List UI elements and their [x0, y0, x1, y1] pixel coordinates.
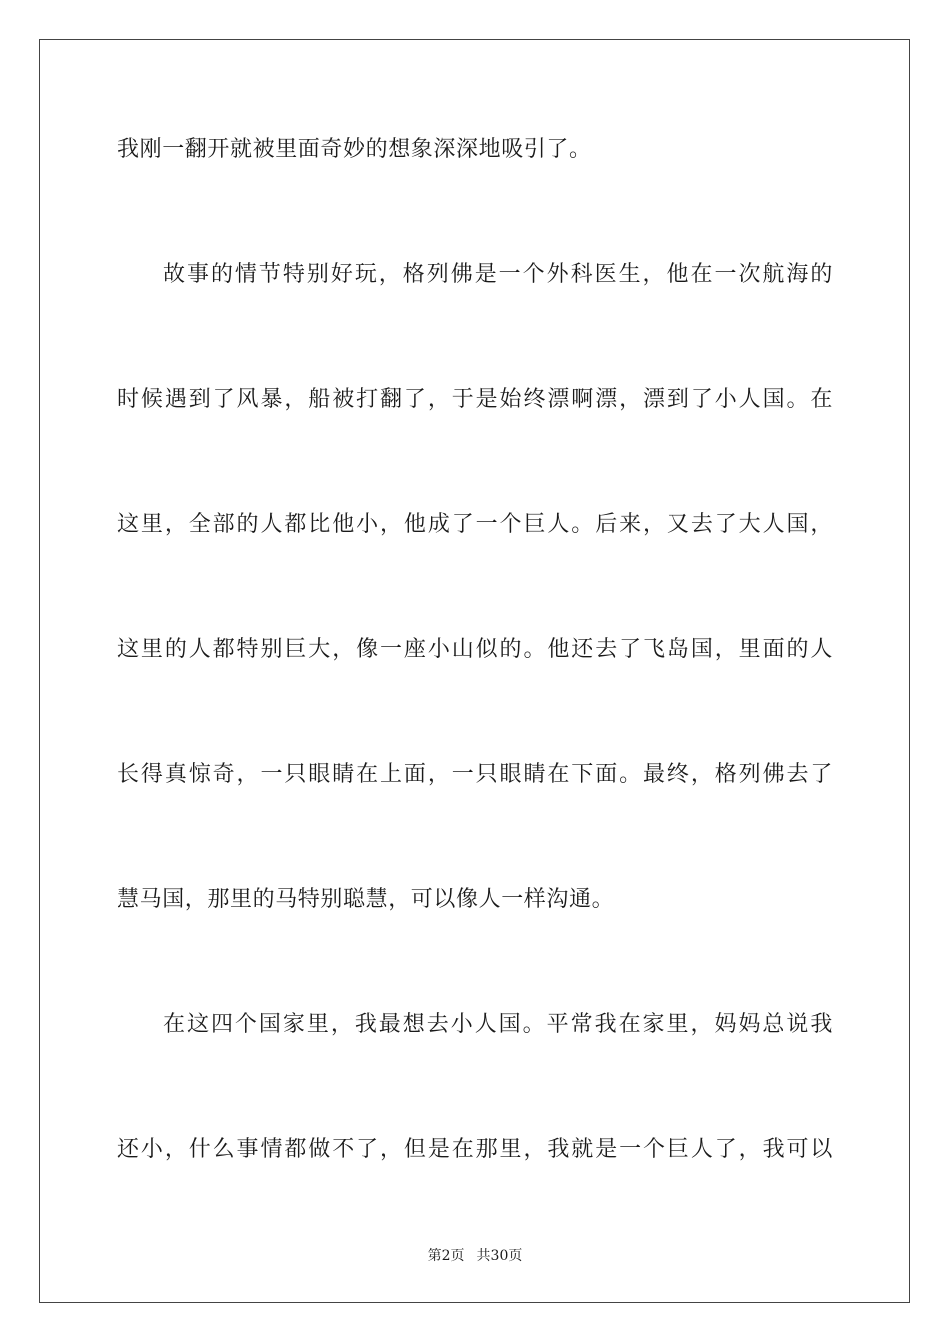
text-line: 这里的人都特别巨大，像一座小山似的。他还去了飞岛国，里面的人: [117, 637, 833, 662]
paragraph-start-line: 在这四个国家里，我最想去小人国。平常我在家里，妈妈总说我: [163, 1012, 833, 1037]
paragraph-start-line: 故事的情节特别好玩，格列佛是一个外科医生，他在一次航海的: [163, 262, 833, 287]
text-line: 长得真惊奇，一只眼睛在上面，一只眼睛在下面。最终，格列佛去了: [117, 762, 833, 787]
page-border: [39, 39, 910, 1303]
text-line: 慧马国，那里的马特别聪慧，可以像人一样沟通。: [117, 887, 615, 912]
text-line: 我刚一翻开就被里面奇妙的想象深深地吸引了。: [117, 137, 592, 162]
text-line: 时候遇到了风暴，船被打翻了，于是始终漂啊漂，漂到了小人国。在: [117, 387, 833, 412]
page-number: 第2页: [427, 1248, 465, 1264]
text-line: 这里，全部的人都比他小，他成了一个巨人。后来，又去了大人国，: [117, 512, 833, 537]
text-line: 还小，什么事情都做不了，但是在那里，我就是一个巨人了，我可以: [117, 1137, 833, 1162]
page-footer: [0, 1247, 950, 1265]
total-pages: 共30页: [476, 1248, 523, 1264]
